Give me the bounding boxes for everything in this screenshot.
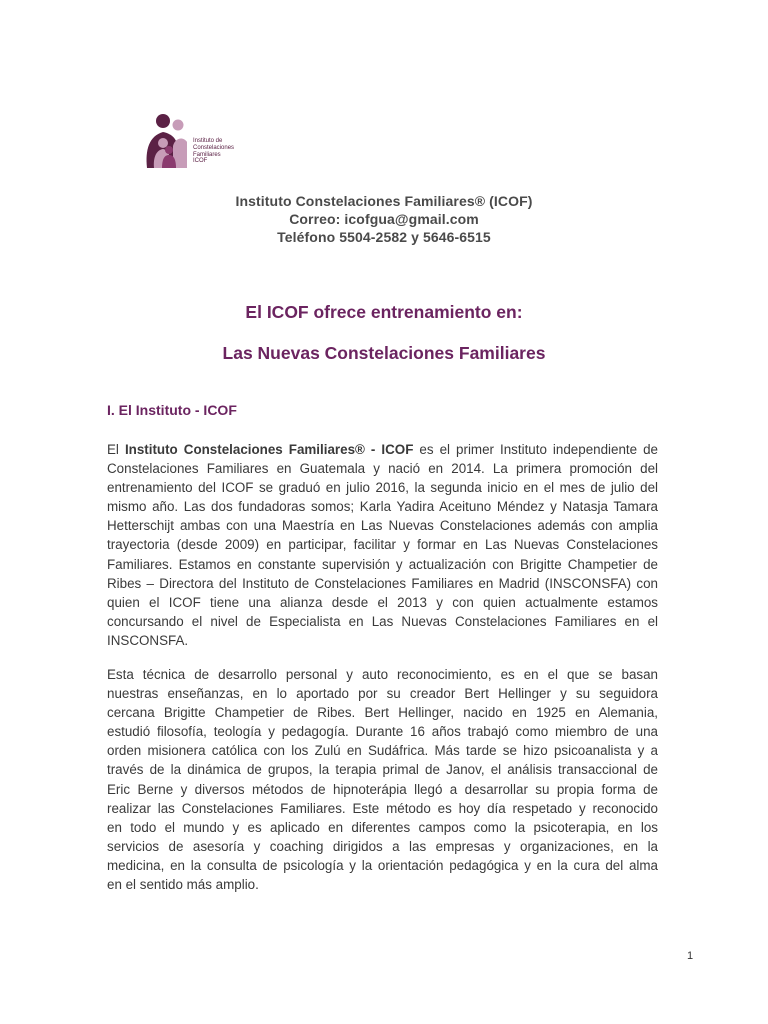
paragraph-line: Constelaciones Familiares en Guatemala y nació en 2014. La primera promoción del xyxy=(107,461,658,477)
paragraph-line: nuestras enseñanzas, en lo aportado por su creador Bert Hellinger y su seguidora xyxy=(107,686,658,702)
paragraph-line: en todo el mundo y es aplicado en diferentes campos como la psicoterapia, en los xyxy=(107,819,658,835)
email-line: Correo: icofgua@gmail.com xyxy=(289,211,479,227)
paragraph-line: través de la dinámica de grupos, la terapia primal de Janov, el análisis transaccional de xyxy=(107,762,658,778)
paragraph-line: estudió filosofía, teología y pedagogía. Durante 16 años trabajó como miembro de una xyxy=(107,724,658,740)
institute-name-bold: Instituto Constelaciones Familiares® - ICOF xyxy=(124,442,414,457)
paragraph-line: Eric Berne y diversos métodos de hipnoterápia llegó a desarrollar su propia forma de xyxy=(107,781,658,797)
paragraph-line: realizar las Constelaciones Familiares. Este método es hoy día respetado y reconocido xyxy=(107,800,658,816)
logo-text-line: ICOF xyxy=(193,158,208,165)
paragraph-technique xyxy=(107,665,658,894)
family-figures-icon xyxy=(133,88,193,180)
paragraph-line: Hetterschijt ambas con una Maestría en Las Nuevas Constelaciones además con amplia xyxy=(107,518,658,534)
paragraph-line: en el sentido más amplio. xyxy=(107,877,259,893)
paragraph-line: INSCONSFA. xyxy=(107,632,189,648)
logo-text-line: Instituto de xyxy=(193,138,223,144)
paragraph-line: cercana Brigitte Champetier de Ribes. Bert Hellinger, nacido en 1925 en Alemania, xyxy=(107,705,658,721)
paragraph-line: Esta técnica de desarrollo personal y auto reconocimiento, es en el que se basan xyxy=(107,667,658,682)
paragraph-line: concursando el nivel de Especialista en Las Nuevas Constelaciones Familiares en el xyxy=(107,613,658,629)
main-title: El ICOF ofrece entrenamiento en: xyxy=(245,302,523,322)
logo-text-line: Familiares xyxy=(193,151,221,158)
section-heading: I. El Instituto - ICOF xyxy=(107,402,237,418)
paragraph-line: Familiares. Estamos en constante supervisión y actualización con Brigitte Champetier de xyxy=(107,556,658,572)
paragraph-line xyxy=(107,440,658,459)
paragraph-line: quien el ICOF tiene una alianza desde el 2013 y con quien actualmente estamos xyxy=(107,594,658,610)
logo-head-right xyxy=(173,120,184,131)
institute-name: Instituto Constelaciones Familiares® (ICOF) xyxy=(235,193,533,209)
logo-head-small xyxy=(165,146,173,154)
paragraph-line: servicios de asesoría y coaching dirigidos a las empresas y organizaciones, en la xyxy=(107,838,658,854)
logo-text xyxy=(193,138,234,165)
icof-logo xyxy=(133,88,251,180)
paragraph-line: mismo año. Las dos fundadoras somos; Karla Yadira Aceituno Méndez y Natasja Tamara xyxy=(107,499,658,515)
paragraph-institute xyxy=(107,440,658,650)
text-rest: es el primer Instituto independiente de xyxy=(413,442,658,457)
paragraph-line: orden misionera católica con los Zulú en Sudáfrica. Más tarde se hizo psicoanalista y a xyxy=(107,743,658,759)
paragraph-line: medicina, en la consulta de psicología y la orientación pedagógica y en la cura del alma xyxy=(107,857,658,873)
text-prefix: El xyxy=(107,442,125,457)
subtitle: Las Nuevas Constelaciones Familiares xyxy=(222,343,546,363)
paragraph-line: Ribes – Directora del Instituto de Constelaciones Familiares en Madrid (INSCONSFA) con xyxy=(107,575,658,591)
logo-head-large xyxy=(156,114,170,128)
phone-line: Teléfono 5504-2582 y 5646-6515 xyxy=(277,229,491,245)
paragraph-line: trayectoria (desde 2009) en participar, facilitar y formar en Las Nuevas Constelaciones xyxy=(107,537,658,553)
paragraph-line: entrenamiento del ICOF se graduó en julio 2016, la segunda inicio en el mes de julio del xyxy=(107,480,658,496)
logo-text-line: Constelaciones xyxy=(193,144,235,151)
page-number: 1 xyxy=(687,950,694,962)
logo-head-mid xyxy=(158,138,168,148)
